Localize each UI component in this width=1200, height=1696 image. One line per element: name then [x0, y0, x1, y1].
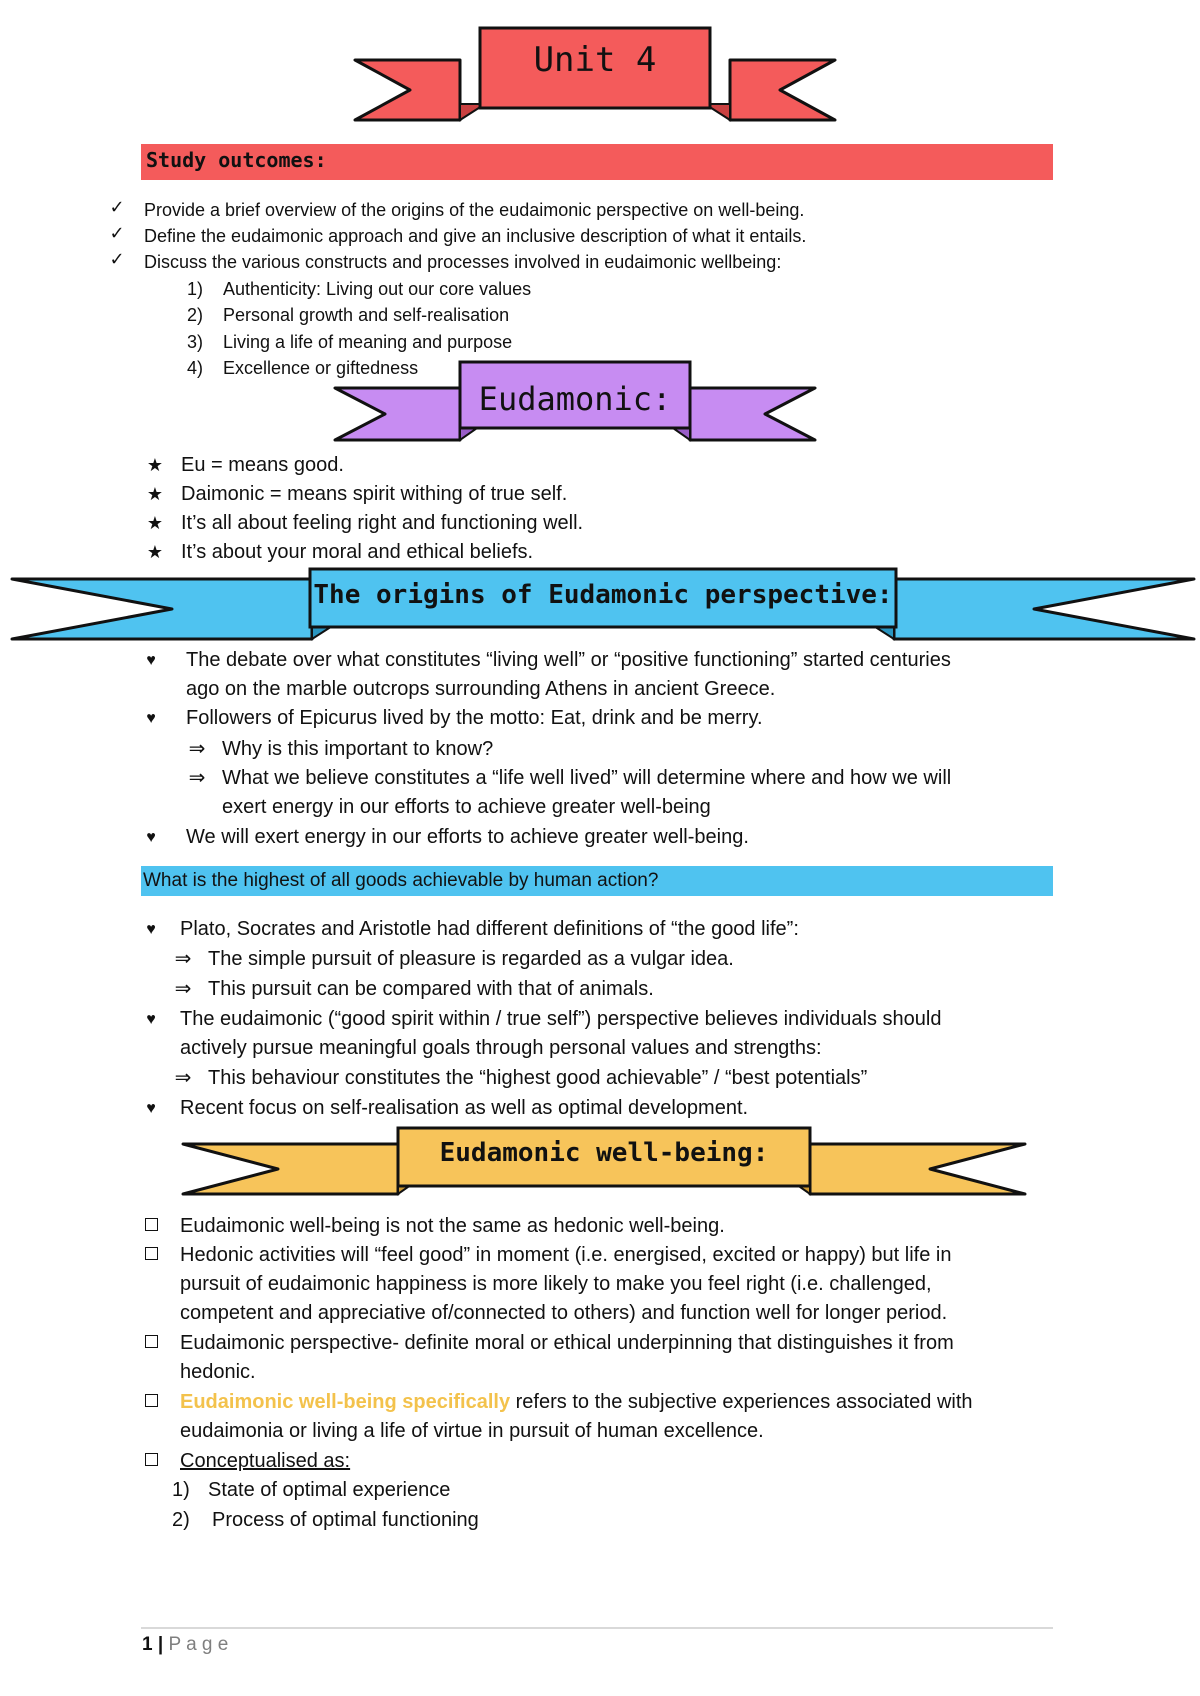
sub-item: Excellence or giftedness — [223, 358, 419, 378]
arrow-icon: ⇒ — [174, 978, 192, 1000]
arrow-icon: ⇒ — [174, 1067, 192, 1089]
check-icon: ✓ — [109, 223, 125, 243]
highlighted-phrase: Eudaimonic well-being specifically — [180, 1391, 511, 1413]
heart-icon: ♥ — [146, 1011, 156, 1028]
wellbeing-item-cont: competent and appreciative of/connected to others) and function well for longer period. — [180, 1302, 948, 1324]
wellbeing-sub-number: 2) — [172, 1509, 190, 1531]
eudamonic-item: It’s all about feeling right and functioning well. — [181, 512, 584, 534]
wellbeing-item: Eudaimonic perspective- definite moral or ethical underpinning that distinguishes it from — [180, 1332, 954, 1354]
origins-sub-item: What we believe constitutes a “life well lived” will determine where and how we will — [222, 767, 952, 789]
checkbox-icon — [140, 1241, 162, 1270]
check-icon: ✓ — [109, 249, 125, 269]
arrow-icon: ⇒ — [188, 738, 206, 760]
wellbeing-item-cont: eudaimonia or living a life of virtue in pursuit of human excellence. — [180, 1420, 764, 1442]
good-life-sub-item: This behaviour constitutes the “highest good achievable” / “best potentials” — [208, 1067, 868, 1089]
arrow-icon: ⇒ — [174, 948, 192, 970]
sub-item: Authenticity: Living out our core values — [223, 279, 532, 299]
wellbeing-title: Eudamonic well-being: — [439, 1138, 769, 1168]
eudamonic-item: Eu = means good. — [181, 454, 344, 476]
wellbeing-item: Hedonic activities will “feel good” in moment (i.e. energised, excited or happy) but life in — [180, 1244, 952, 1266]
good-life-item: Recent focus on self-realisation as well as optimal development. — [180, 1097, 749, 1119]
wellbeing-item: Eudaimonic well-being is not the same as hedonic well-being. — [180, 1215, 725, 1237]
origins-item-cont: ago on the marble outcrops surrounding Athens in ancient Greece. — [186, 678, 776, 700]
heart-icon: ♥ — [146, 710, 156, 727]
origins-item: We will exert energy in our efforts to achieve greater well-being. — [186, 826, 749, 848]
wellbeing-sub-item: Process of optimal functioning — [212, 1509, 479, 1531]
star-icon: ★ — [146, 513, 164, 533]
wellbeing-item-text: refers to the subjective experiences associated with — [510, 1391, 973, 1413]
good-life-sub-item: This pursuit can be compared with that of animals. — [208, 978, 654, 1000]
heart-icon: ♥ — [146, 921, 156, 938]
question-text: What is the highest of all goods achievable by human action? — [143, 870, 659, 891]
eudamonic-item: It’s about your moral and ethical beliefs. — [181, 541, 534, 563]
eudamonic-title: Eudamonic: — [478, 380, 672, 418]
arrow-icon: ⇒ — [188, 767, 206, 789]
page-separator: | — [157, 1634, 164, 1655]
origins-sub-item: Why is this important to know? — [222, 738, 494, 760]
sub-item-number: 1) — [187, 279, 204, 299]
origins-title: The origins of Eudamonic perspective: — [313, 580, 893, 610]
star-icon: ★ — [146, 484, 164, 504]
study-outcomes-heading: Study outcomes: — [146, 148, 327, 172]
page-number: 1 — [142, 1634, 153, 1655]
page-label: P a g e — [168, 1634, 229, 1655]
checkbox-icon — [140, 1329, 162, 1358]
heart-icon: ♥ — [146, 652, 156, 669]
sub-item: Personal growth and self-realisation — [223, 305, 510, 325]
heart-icon: ♥ — [146, 1100, 156, 1117]
good-life-item-cont: actively pursue meaningful goals through personal values and strengths: — [180, 1037, 822, 1059]
star-icon: ★ — [146, 455, 164, 475]
wellbeing-item-cont: pursuit of eudaimonic happiness is more likely to make you feel right (i.e. challenged, — [180, 1273, 932, 1295]
sub-item-number: 2) — [187, 305, 204, 325]
star-icon: ★ — [146, 542, 164, 562]
wellbeing-item-cont: hedonic. — [180, 1361, 256, 1383]
good-life-sub-item: The simple pursuit of pleasure is regarded as a vulgar idea. — [208, 948, 734, 970]
page-footer — [142, 1634, 228, 1656]
outcome-item: Discuss the various constructs and processes involved in eudaimonic wellbeing: — [144, 252, 782, 272]
sub-item-number: 4) — [187, 358, 204, 378]
footer-rule — [141, 1627, 1053, 1629]
wellbeing-sub-item: State of optimal experience — [208, 1479, 451, 1501]
checkbox-icon — [140, 1447, 162, 1476]
sub-item: Living a life of meaning and purpose — [223, 332, 513, 352]
good-life-item: Plato, Socrates and Aristotle had different definitions of “the good life”: — [180, 918, 799, 940]
wellbeing-sub-number: 1) — [172, 1479, 190, 1501]
unit-title: Unit 4 — [533, 40, 657, 80]
outcome-item: Provide a brief overview of the origins of the eudaimonic perspective on well-being. — [144, 200, 805, 220]
origins-sub-item-cont: exert energy in our efforts to achieve greater well-being — [222, 796, 711, 818]
good-life-item: The eudaimonic (“good spirit within / true self”) perspective believes individuals should — [180, 1008, 942, 1030]
checkbox-icon — [140, 1212, 162, 1241]
sub-item-number: 3) — [187, 332, 204, 352]
wellbeing-item: Conceptualised as: — [180, 1450, 351, 1472]
origins-item: The debate over what constitutes “living well” or “positive functioning” started centuries — [186, 649, 951, 671]
outcome-item: Define the eudaimonic approach and give an inclusive description of what it entails. — [144, 226, 807, 246]
wellbeing-item — [180, 1388, 973, 1417]
check-icon: ✓ — [109, 197, 125, 217]
checkbox-icon — [140, 1388, 162, 1417]
origins-item: Followers of Epicurus lived by the motto: Eat, drink and be merry. — [186, 707, 763, 729]
heart-icon: ♥ — [146, 829, 156, 846]
eudamonic-item: Daimonic = means spirit withing of true self. — [181, 483, 568, 505]
